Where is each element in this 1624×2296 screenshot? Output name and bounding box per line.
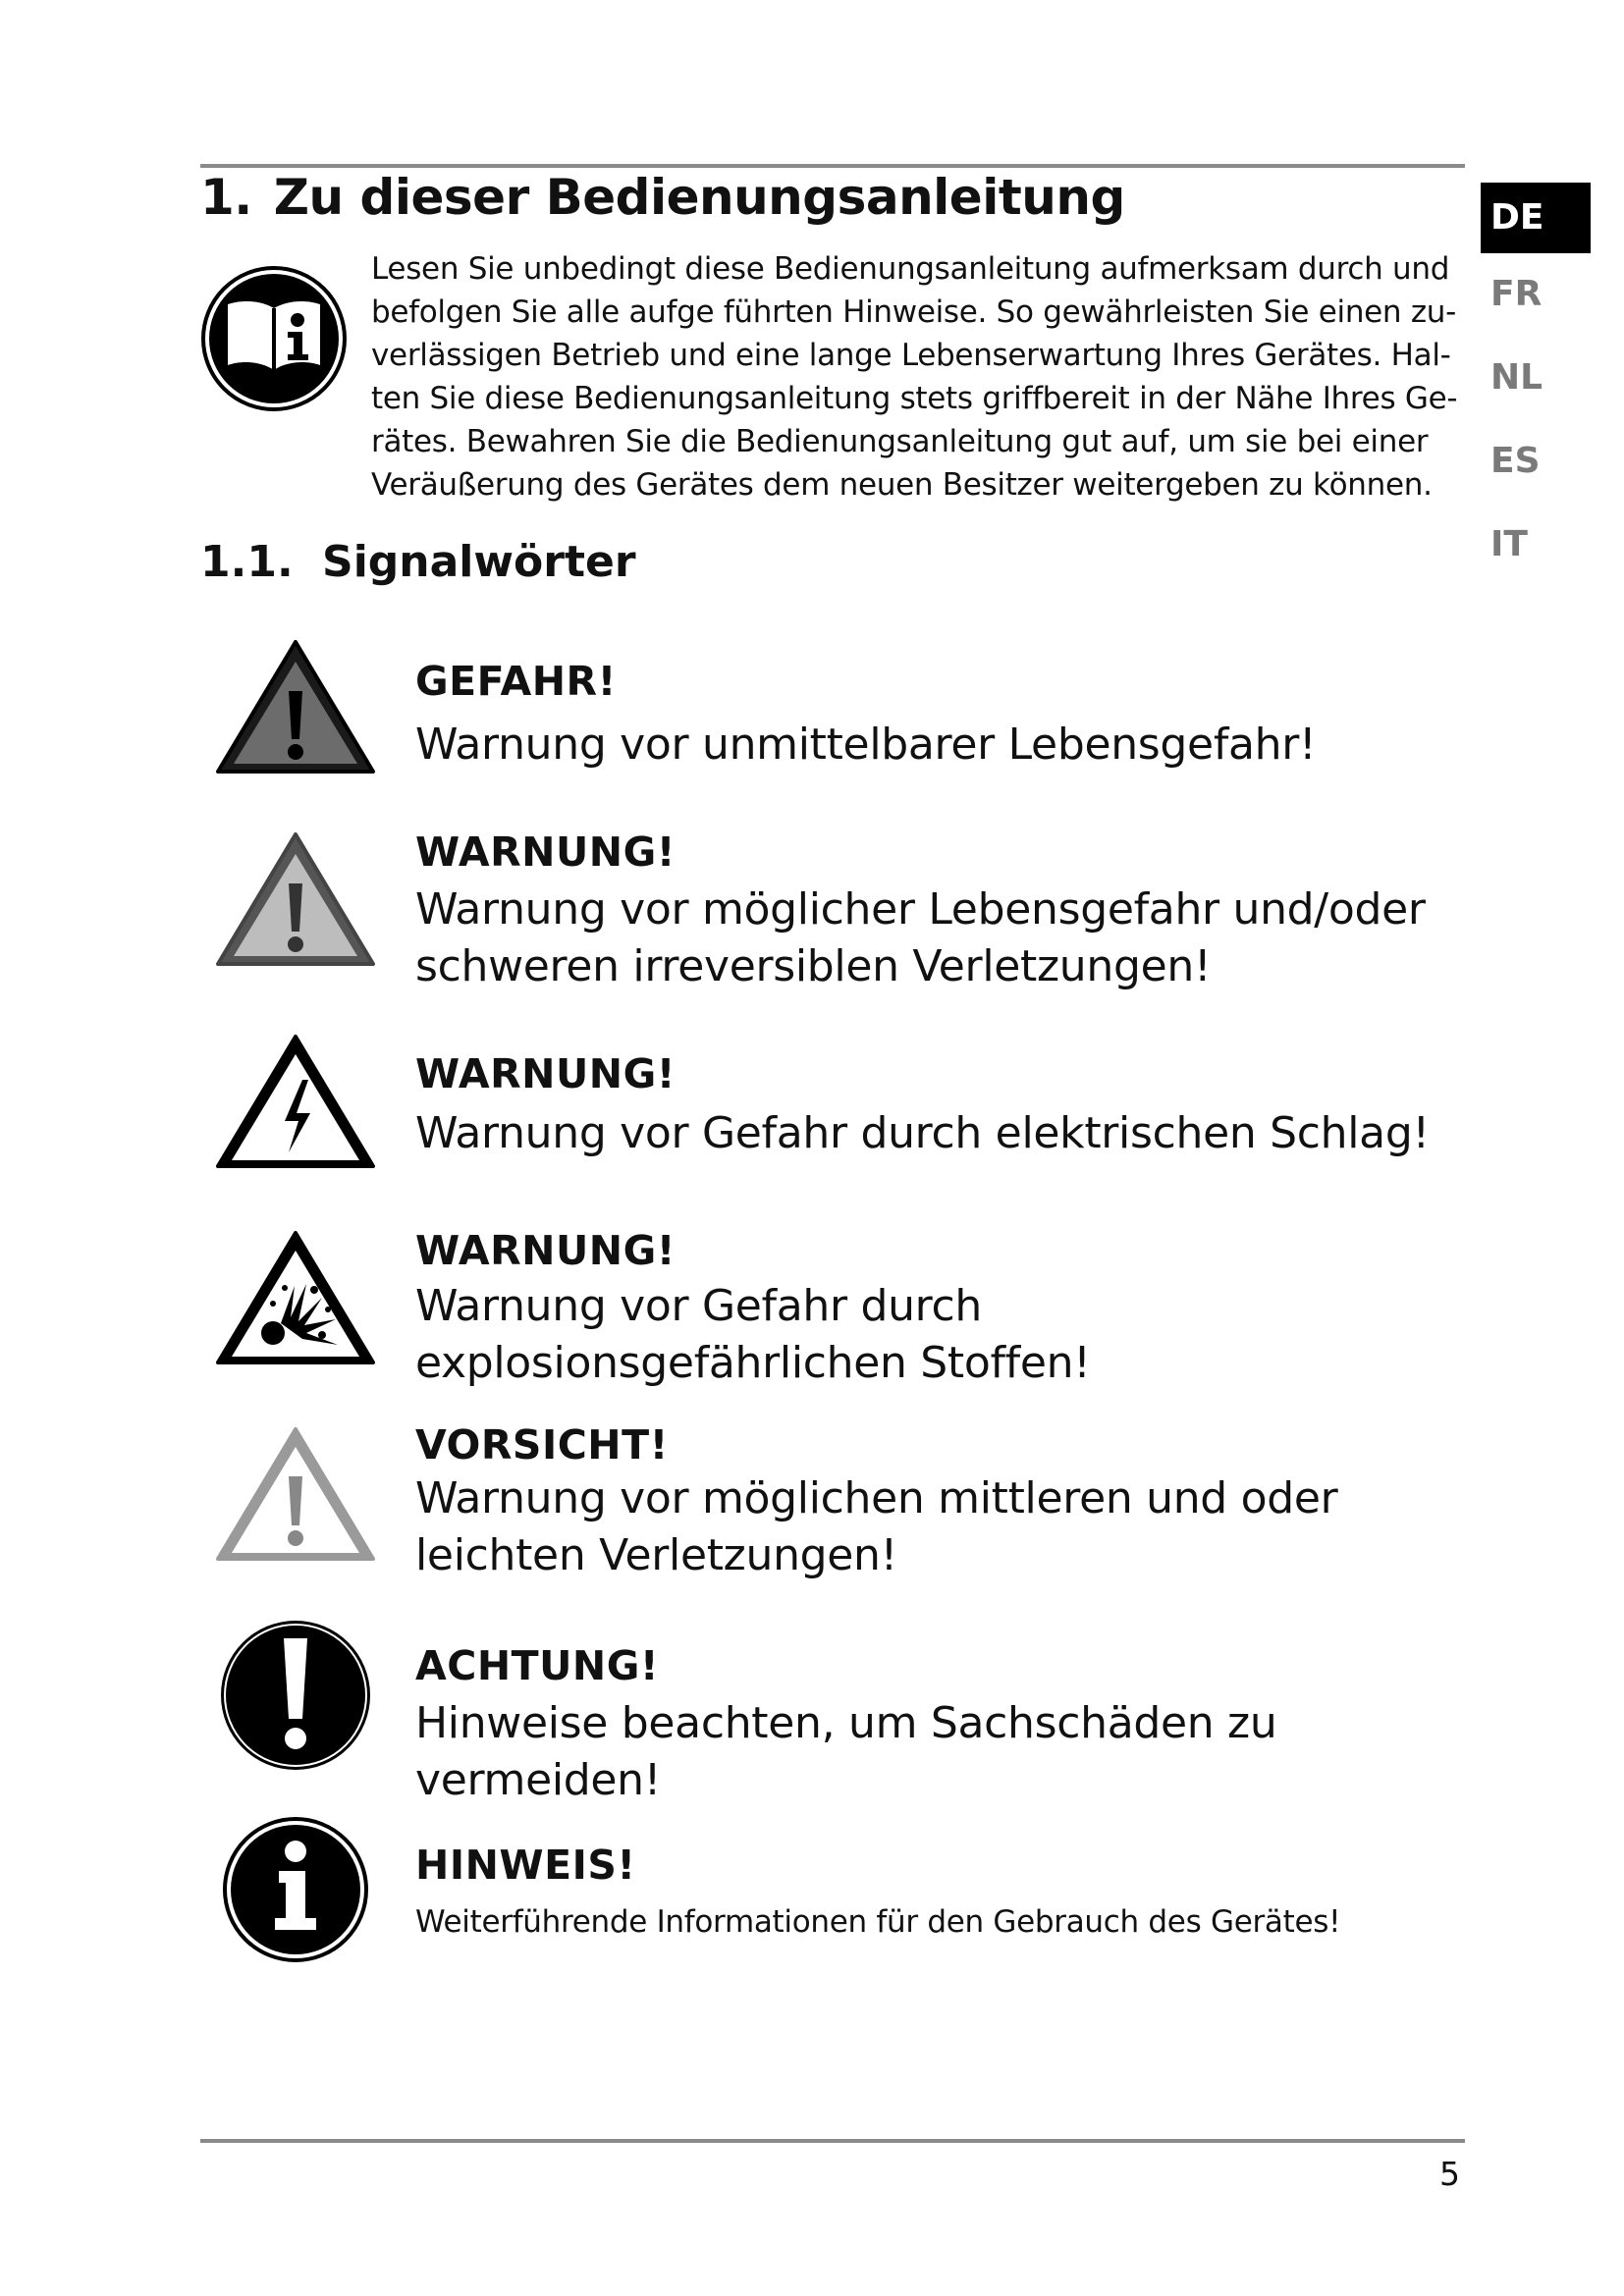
signal-label: ACHTUNG! [415,1642,660,1689]
info-circle-icon [212,1816,379,1963]
language-tab-de[interactable]: DE [1481,183,1591,253]
subsection-title: Signalwörter [322,537,636,587]
subsection-heading [200,537,636,587]
intro-line: rätes. Bewahren Sie die Bedienungsanleitung gut auf, um sie bei einer [371,424,1429,459]
caution-triangle-icon [212,1423,379,1571]
page-number: 5 [1439,2155,1460,2193]
signal-description: Warnung vor unmittelbarer Lebensgefahr! [415,720,1317,770]
language-tab-it[interactable]: IT [1490,524,1528,564]
signal-description: Weiterführende Informationen für den Gebrauch des Gerätes! [415,1904,1341,1940]
intro-line: ten Sie diese Bedienungsanleitung stets griffbereit in der Nähe Ihres Ge- [371,381,1458,416]
signal-label: HINWEIS! [415,1842,636,1889]
signal-label: VORSICHT! [415,1421,669,1468]
language-tab-es[interactable]: ES [1490,441,1541,481]
language-tabs [1481,183,1591,600]
intro-line: Lesen Sie unbedingt diese Bedienungsanleitung aufmerksam durch und [371,251,1450,287]
electric-shock-triangle-icon [212,1031,379,1178]
explosive-triangle-icon [212,1227,379,1374]
attention-exclamation-circle-icon [212,1617,379,1774]
intro-line: befolgen Sie alle aufge führten Hinweise. So gewährleisten Sie einen zu- [371,294,1457,330]
section-title: Zu dieser Bedienungsanleitung [273,169,1125,226]
signal-description: Warnung vor Gefahr durch explosionsgefährlichen Stoffen! [415,1281,1091,1388]
section-number: 1. [200,169,252,226]
manual-info-icon [200,265,348,412]
language-tab-fr[interactable]: FR [1490,274,1543,314]
signal-label: WARNUNG! [415,828,676,876]
language-tab-nl[interactable]: NL [1490,357,1543,398]
signal-description: Hinweise beachten, um Sachschäden zu vermeiden! [415,1698,1277,1805]
intro-paragraph [371,247,1461,507]
signal-label: WARNUNG! [415,1227,676,1274]
warning-triangle-icon [212,828,379,976]
signal-label: GEFAHR! [415,658,617,705]
subsection-number: 1.1. [200,537,294,587]
page-title [200,169,1125,226]
signal-description: Warnung vor möglicher Lebensgefahr und/oder schweren irreversiblen Verletzungen! [415,884,1426,991]
top-rule [200,164,1465,168]
danger-triangle-icon [212,636,379,783]
signal-description: Warnung vor Gefahr durch elektrischen Schlag! [415,1108,1430,1158]
intro-line: verlässigen Betrieb und eine lange Lebenserwartung Ihres Gerätes. Hal- [371,338,1451,373]
signal-label: WARNUNG! [415,1050,676,1097]
bottom-rule [200,2139,1465,2143]
intro-line: Veräußerung des Gerätes dem neuen Besitzer weitergeben zu können. [371,467,1433,503]
signal-description: Warnung vor möglichen mittleren und oder leichten Verletzungen! [415,1473,1338,1580]
